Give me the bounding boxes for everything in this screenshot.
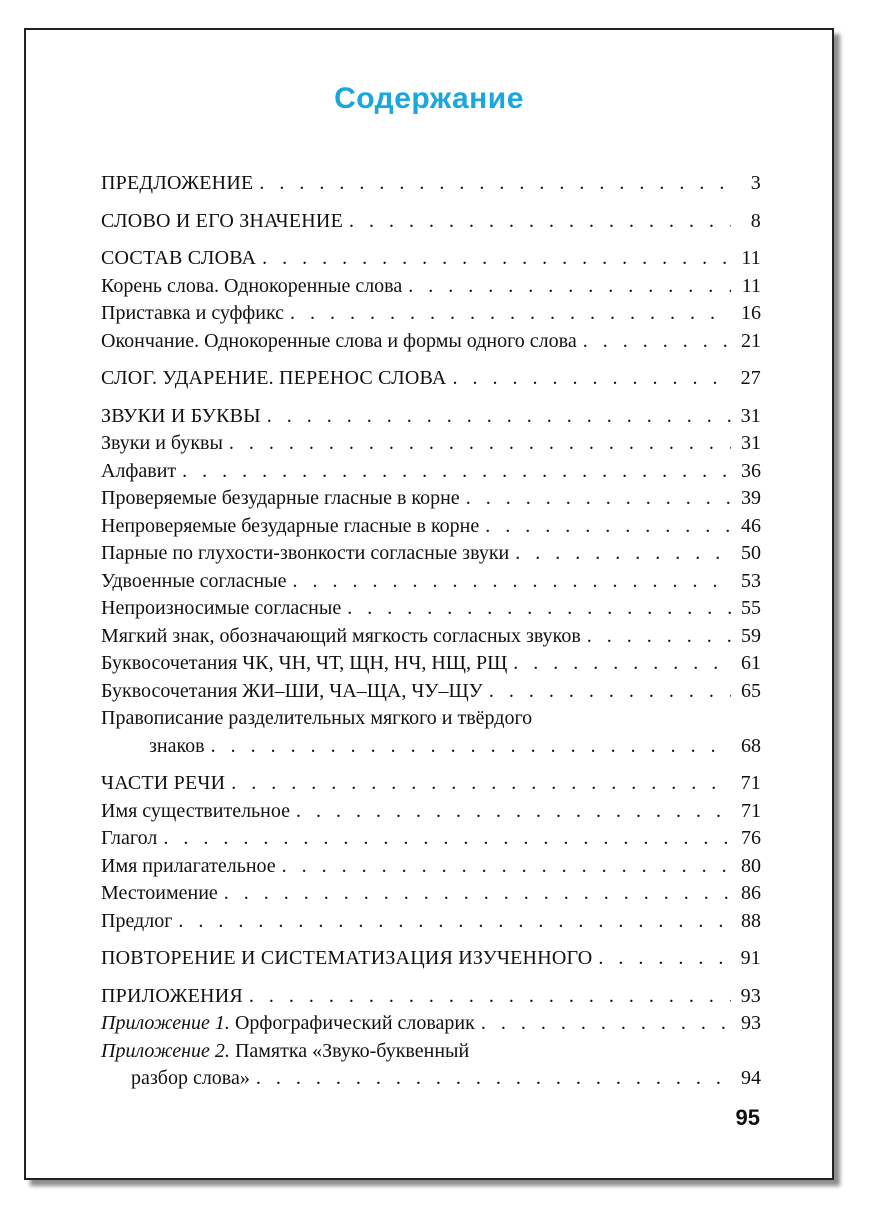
- toc-entry-label: Буквосочетания ЖИ–ШИ, ЧА–ЩА, ЧУ–ЩУ: [101, 679, 483, 702]
- toc-entry-label-text: Памятка «Звуко-буквенный: [229, 1039, 470, 1062]
- toc-entry-page: 71: [741, 799, 761, 822]
- toc-entry-page: 53: [741, 569, 761, 592]
- toc-entry[interactable]: [101, 880, 761, 908]
- toc-entry-page: 39: [741, 487, 761, 509]
- toc-entry[interactable]: [101, 825, 761, 853]
- dot-leader: [163, 825, 731, 853]
- toc-entry-page: 93: [740, 984, 761, 1007]
- toc-entry-line1[interactable]: [101, 1038, 761, 1066]
- toc-entry-label: ПОВТОРЕНИЕ И СИСТЕМАТИЗАЦИЯ ИЗУЧЕННОГО: [101, 947, 593, 969]
- toc-entry[interactable]: [101, 983, 761, 1011]
- toc-entry-label: СОСТАВ СЛОВА: [101, 247, 257, 269]
- toc-entry-line2[interactable]: [101, 733, 761, 761]
- toc-entry-label: Буквосочетания ЧК, ЧН, ЧТ, ЩН, НЧ, НЩ, РЩ: [101, 652, 508, 674]
- toc-entry-page: 11: [741, 247, 761, 269]
- toc-entry-label: знаков: [149, 734, 205, 757]
- toc-entry-page: 46: [741, 514, 761, 537]
- toc-entry-label: ЗВУКИ И БУКВЫ: [101, 404, 261, 427]
- toc-entry[interactable]: [101, 458, 761, 486]
- toc-entry[interactable]: [101, 908, 761, 936]
- dot-leader: [231, 770, 731, 798]
- toc-entry[interactable]: [101, 650, 761, 678]
- toc-entry-page: 86: [741, 882, 761, 904]
- toc-entry[interactable]: [101, 485, 761, 513]
- toc-entry-label: ЧАСТИ РЕЧИ: [101, 772, 226, 794]
- toc-entry-page: 3: [750, 172, 761, 194]
- toc-entry-label: Окончание. Однокоренные слова и формы одного слова: [101, 329, 577, 352]
- toc-entry-page: 88: [741, 909, 761, 932]
- dot-leader: [249, 983, 731, 1011]
- toc-entry[interactable]: [101, 568, 761, 596]
- toc-entry[interactable]: [101, 595, 761, 623]
- toc-entry-italic-prefix: Приложение 2.: [101, 1039, 230, 1062]
- toc-entry-label: Имя существительное: [101, 799, 290, 822]
- toc-entry[interactable]: [101, 208, 761, 236]
- toc-entry-page: 93: [741, 1012, 761, 1034]
- toc-entry-page: 50: [741, 542, 761, 564]
- toc-entry-page: 8: [750, 209, 761, 232]
- toc-entry-label: ПРЕДЛОЖЕНИЕ: [101, 172, 254, 194]
- toc-entry-label: Алфавит: [101, 459, 177, 482]
- toc-entry[interactable]: [101, 273, 761, 301]
- toc-entry-label: Глагол: [101, 827, 158, 849]
- toc-entry[interactable]: [101, 678, 761, 706]
- toc-entry[interactable]: [101, 365, 761, 393]
- toc-entry-page: 94: [741, 1067, 761, 1089]
- toc-entry-label: Мягкий знак, обозначающий мягкость согласных звуков: [101, 624, 581, 647]
- toc-entry-italic-prefix: Приложение 1.: [101, 1012, 230, 1034]
- toc-entry[interactable]: [101, 245, 761, 273]
- toc-entry-page: 80: [741, 854, 761, 877]
- dot-leader: [408, 273, 731, 301]
- dot-leader: [296, 798, 731, 826]
- dot-leader: [583, 328, 731, 356]
- toc-entry-page: 91: [740, 947, 761, 969]
- toc-entry-page: 36: [741, 459, 761, 482]
- toc-entry[interactable]: [101, 170, 761, 198]
- dot-leader: [452, 365, 731, 393]
- dot-leader: [256, 1065, 731, 1093]
- dot-leader: [598, 945, 731, 973]
- dot-leader: [466, 485, 731, 513]
- dot-leader: [489, 678, 731, 706]
- dot-leader: [229, 430, 731, 458]
- page-title: Содержание: [334, 82, 524, 115]
- toc-entry-label: Звуки и буквы: [101, 432, 223, 454]
- page: [24, 28, 834, 1180]
- dot-leader: [282, 853, 731, 881]
- toc-entry-label: Приставка и суффикс: [101, 302, 285, 324]
- toc-entry-label: Имя прилагательное: [101, 854, 276, 877]
- dot-leader: [349, 208, 731, 236]
- toc-entry-line1[interactable]: [101, 705, 761, 733]
- toc-entry[interactable]: [101, 328, 761, 356]
- toc-entry[interactable]: [101, 513, 761, 541]
- dot-leader: [262, 245, 731, 273]
- toc-entry-label: Непроизносимые согласные: [101, 597, 342, 619]
- toc-entry-page: 59: [741, 624, 761, 647]
- dot-leader: [485, 513, 731, 541]
- toc-entry[interactable]: [101, 853, 761, 881]
- dot-leader: [259, 170, 731, 198]
- dot-leader: [267, 403, 731, 431]
- toc-entry-label: СЛОВО И ЕГО ЗНАЧЕНИЕ: [101, 209, 343, 232]
- toc-entry[interactable]: [101, 403, 761, 431]
- dot-leader: [293, 568, 732, 596]
- toc-entry-page: 55: [741, 597, 761, 619]
- toc-entry-page: 71: [740, 772, 761, 794]
- dot-leader: [513, 650, 731, 678]
- dot-leader: [290, 300, 731, 328]
- toc-entry-page: 21: [741, 329, 761, 352]
- toc-entry-label: разбор слова»: [131, 1067, 250, 1089]
- dot-leader: [182, 458, 731, 486]
- toc-entry-page: 68: [741, 734, 761, 757]
- toc-entry[interactable]: [101, 798, 761, 826]
- dot-leader: [178, 908, 731, 936]
- toc-entry-label: Удвоенные согласные: [101, 569, 287, 592]
- dot-leader: [224, 880, 731, 908]
- toc-entry-label: Проверяемые безударные гласные в корне: [101, 487, 460, 509]
- toc-entry-label: Правописание разделительных мягкого и твёрдого: [101, 707, 533, 729]
- toc-entry-label: Корень слова. Однокоренные слова: [101, 274, 403, 297]
- toc-entry-page: 31: [741, 432, 761, 454]
- toc-entry-label-text: Орфографический словарик: [229, 1012, 475, 1034]
- dot-leader: [347, 595, 731, 623]
- toc-entry-label: [101, 1010, 475, 1038]
- toc-entry[interactable]: [101, 623, 761, 651]
- toc-entry-page: 16: [741, 302, 761, 324]
- toc-entry-label: СЛОГ. УДАРЕНИЕ. ПЕРЕНОС СЛОВА: [101, 367, 447, 389]
- toc-entry-page: 11: [741, 274, 761, 297]
- toc-entry[interactable]: [101, 430, 761, 458]
- dot-leader: [587, 623, 731, 651]
- toc-entry-page: 65: [741, 679, 761, 702]
- toc-entry[interactable]: [101, 770, 761, 798]
- toc-entry-page: 76: [741, 827, 761, 849]
- dot-leader: [481, 1010, 731, 1038]
- toc-entry-line2[interactable]: [101, 1065, 761, 1093]
- toc-entry-label: Предлог: [101, 909, 173, 932]
- toc-entry[interactable]: [101, 1010, 761, 1038]
- toc-entry-label: ПРИЛОЖЕНИЯ: [101, 984, 243, 1007]
- toc-entry-label: Парные по глухости-звонкости согласные звуки: [101, 542, 510, 564]
- page-number: 95: [735, 1105, 760, 1130]
- toc-entry[interactable]: [101, 540, 761, 568]
- toc-entry-page: 27: [740, 367, 761, 389]
- toc-entry-label: [101, 1038, 469, 1066]
- dot-leader: [211, 733, 731, 761]
- toc-entry-label: Непроверяемые безударные гласные в корне: [101, 514, 480, 537]
- toc-entry-page: 31: [740, 404, 761, 427]
- dot-leader: [515, 540, 731, 568]
- toc-entry[interactable]: [101, 300, 761, 328]
- table-of-contents: [101, 170, 761, 1093]
- toc-entry-label: Местоимение: [101, 882, 218, 904]
- toc-entry[interactable]: [101, 945, 761, 973]
- toc-entry-page: 61: [741, 652, 761, 674]
